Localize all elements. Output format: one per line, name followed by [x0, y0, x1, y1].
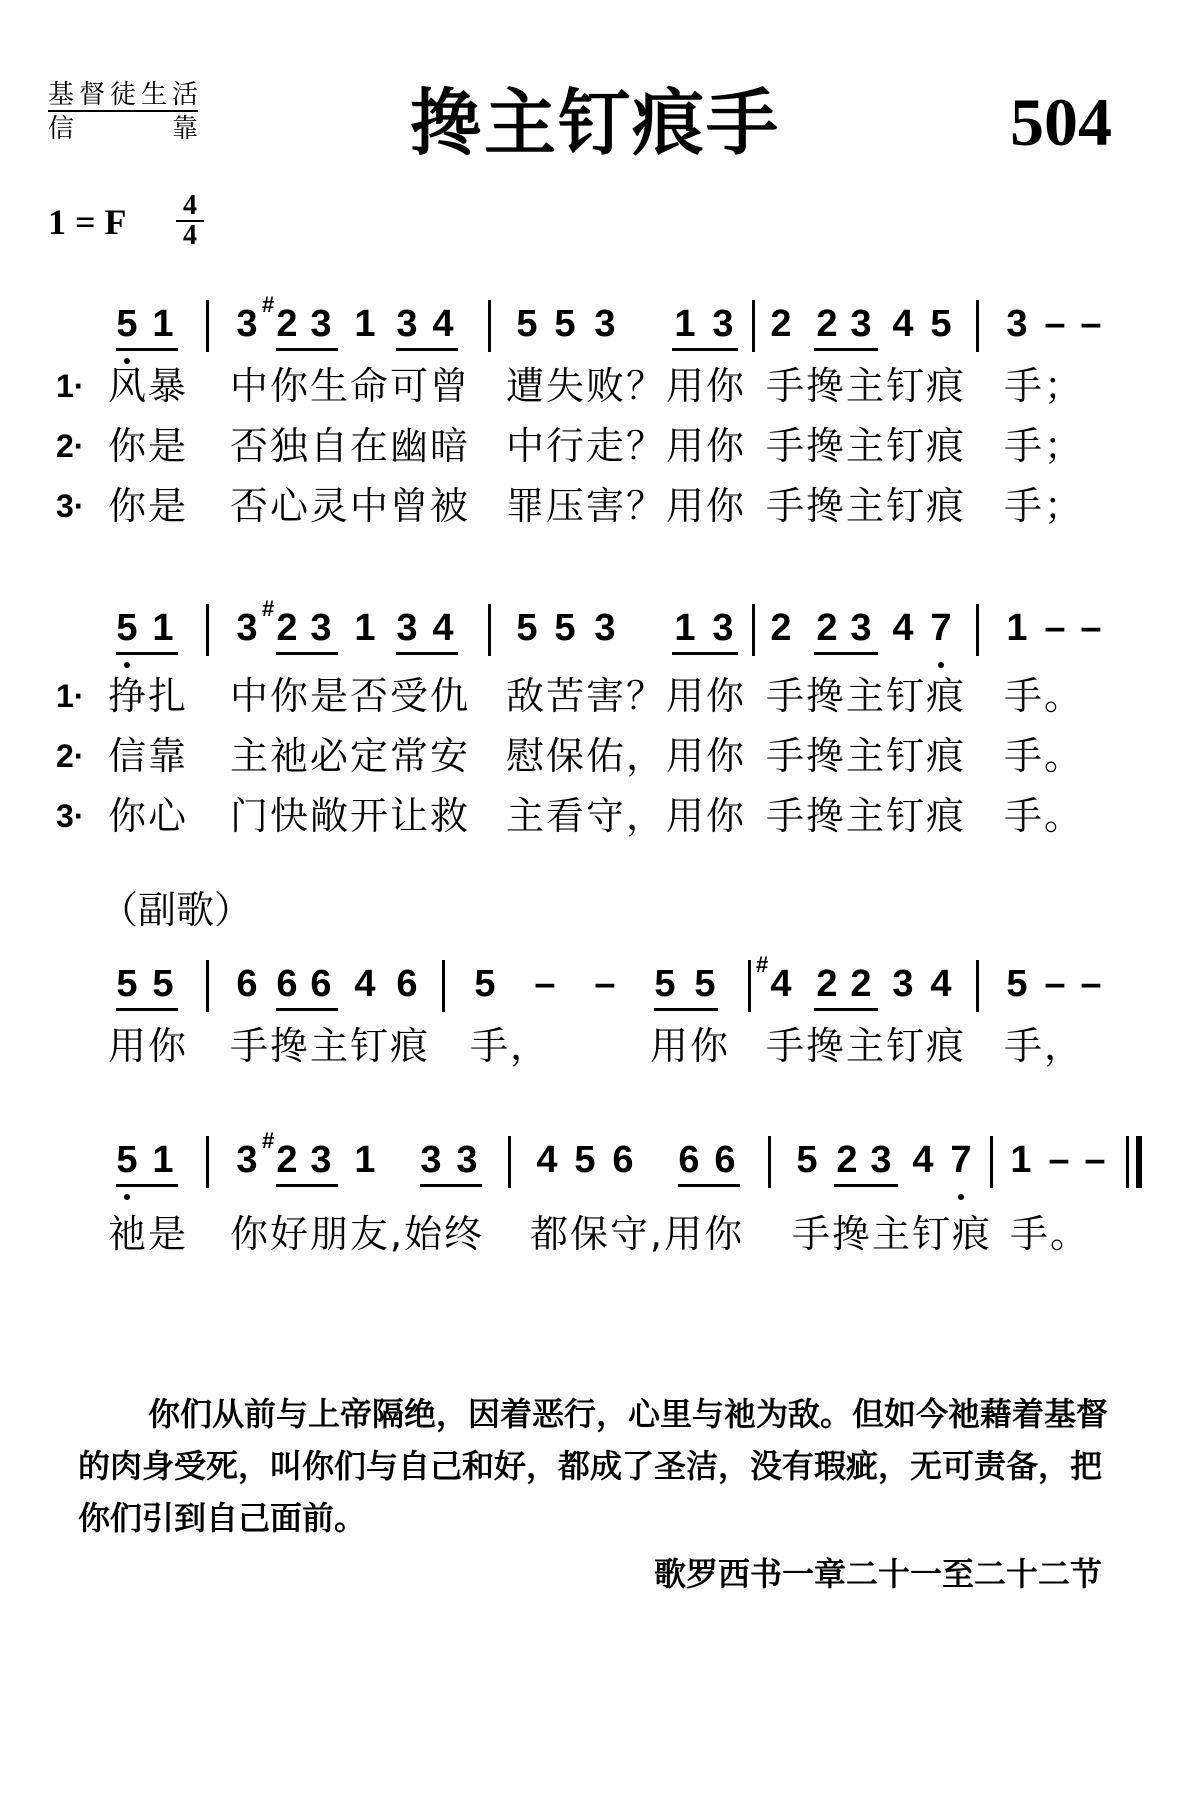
bar-line: [206, 604, 209, 656]
eighth-underline: [396, 348, 458, 351]
note: 5: [574, 1139, 596, 1181]
lyric-segment: 中你是否受仇: [230, 674, 471, 718]
verse-number: 1·: [56, 678, 85, 714]
note: 4: [930, 963, 952, 1005]
note: 4: [536, 1139, 558, 1181]
note: 5: [654, 963, 676, 1005]
note: 2: [850, 963, 872, 1005]
bar-line: [488, 604, 491, 656]
eighth-underline: [420, 1184, 482, 1187]
time-signature-bottom: 4: [183, 220, 197, 251]
note: 3: [310, 303, 332, 345]
note: 7: [950, 1139, 972, 1181]
lyric-segment: 遭失败？用你: [506, 364, 747, 408]
eighth-underline: [672, 348, 738, 351]
note: 3: [396, 607, 418, 649]
time-signature-top: 4: [176, 192, 204, 222]
note: 2: [770, 303, 792, 345]
note: 3: [310, 607, 332, 649]
lyric-segment: 用你: [650, 1024, 731, 1068]
lyric-segment: 罪压害？用你: [506, 484, 747, 528]
lyric-segment: 手搀主钉痕: [792, 1212, 993, 1256]
verse-number: 3·: [56, 488, 85, 524]
note: 3: [396, 303, 418, 345]
lyric-segment: 祂是: [108, 1212, 189, 1256]
lyric-chorus-2: [0, 1210, 1200, 1258]
hymn-subcategory: 信靠: [48, 114, 198, 144]
eighth-underline: [116, 348, 178, 351]
lyric-segment: 手。: [1010, 1212, 1091, 1256]
eighth-underline: [654, 1008, 718, 1011]
note: 5: [116, 963, 138, 1005]
eighth-underline: [672, 652, 738, 655]
sharp-sign: #: [262, 596, 275, 621]
eighth-underline: [276, 1008, 338, 1011]
hymn-category: 基督徒生活: [48, 80, 198, 110]
scripture-text: 你们从前与上帝隔绝，因着恶行，心里与祂为敌。但如今祂藉着基督的肉身受死，叫你们与自己和好，都成了圣洁，没有瑕疵，无可责备，把你们引到自己面前。: [78, 1395, 1109, 1537]
lyric-segment: 手搀主钉痕: [230, 1024, 431, 1068]
hymn-title: 搀主钉痕手: [410, 80, 781, 165]
hold-dash: –: [1080, 607, 1102, 649]
note: 3: [850, 607, 872, 649]
lyric-segment: 手搀主钉痕: [766, 1024, 967, 1068]
note: 5: [1006, 963, 1028, 1005]
note: 4: [432, 607, 454, 649]
note: 5: [116, 607, 138, 649]
note: 4: [432, 303, 454, 345]
note: 3: [712, 303, 734, 345]
hold-dash: –: [1044, 963, 1066, 1005]
lyric-segment: 手；: [1004, 364, 1085, 408]
low-octave-dot: [958, 1194, 964, 1200]
hold-dash: –: [534, 963, 556, 1005]
lyric-line-2-2: [0, 732, 1200, 780]
note: 5: [554, 607, 576, 649]
bar-line: [206, 300, 209, 352]
lyric-segment: 手搀主钉痕: [766, 364, 967, 408]
verse-number: 3·: [56, 798, 85, 834]
eighth-underline: [678, 1184, 740, 1187]
lyric-segment: 手，: [470, 1024, 551, 1068]
lyric-segment: 用你: [108, 1024, 189, 1068]
note: 2: [770, 607, 792, 649]
note: 7: [930, 607, 952, 649]
notation-line-2: [0, 596, 1200, 666]
bar-line: [768, 1136, 771, 1188]
note: 3: [1006, 303, 1028, 345]
bar-line: [976, 300, 979, 352]
lyric-segment: 中行走？用你: [506, 424, 747, 468]
bar-line: [206, 960, 209, 1012]
note: 5: [554, 303, 576, 345]
hold-dash: –: [1080, 963, 1102, 1005]
eighth-underline: [116, 1184, 178, 1187]
note: 4: [892, 607, 914, 649]
note: 1: [354, 303, 376, 345]
lyric-line-1-3: [0, 482, 1200, 530]
sharp-sign: #: [262, 1128, 275, 1153]
note: 4: [770, 963, 792, 1005]
lyric-segment: 手搀主钉痕: [766, 734, 967, 778]
note: 3: [456, 1139, 478, 1181]
note: 5: [694, 963, 716, 1005]
note: 3: [420, 1139, 442, 1181]
eighth-underline: [276, 348, 338, 351]
note: 5: [796, 1139, 818, 1181]
lyric-segment: 信靠: [108, 734, 189, 778]
lyric-segment: 你心: [108, 794, 189, 838]
scripture-reference: 歌罗西书一章二十一至二十二节: [653, 1555, 1102, 1593]
bar-line: [990, 1136, 993, 1188]
notation-line-1: [0, 292, 1200, 362]
lyric-segment: 慰保佑，用你: [506, 734, 747, 778]
eighth-underline: [276, 1184, 338, 1187]
note: 5: [474, 963, 496, 1005]
hold-dash: –: [1044, 303, 1066, 345]
eighth-underline: [116, 652, 178, 655]
note: 6: [612, 1139, 634, 1181]
note: 5: [930, 303, 952, 345]
lyric-segment: 你好朋友,始终: [230, 1212, 485, 1256]
eighth-underline: [814, 348, 878, 351]
hymn-number: 504: [1010, 84, 1112, 160]
bar-line: [442, 960, 445, 1012]
note: 5: [516, 303, 538, 345]
low-octave-dot: [124, 662, 130, 668]
final-bar-thin: [1126, 1136, 1129, 1188]
note: 2: [836, 1139, 858, 1181]
lyric-segment: 风暴: [108, 364, 189, 408]
note: 2: [276, 303, 298, 345]
eighth-underline: [276, 652, 338, 655]
eighth-underline: [814, 652, 878, 655]
low-octave-dot: [124, 1194, 130, 1200]
lyric-line-1-2: [0, 422, 1200, 470]
lyric-segment: 手搀主钉痕: [766, 674, 967, 718]
bar-line: [752, 300, 755, 352]
lyric-segment: 都保守,用你: [530, 1212, 745, 1256]
note: 6: [678, 1139, 700, 1181]
note: 3: [236, 607, 258, 649]
notation-chorus-1: [0, 952, 1200, 1022]
key-signature: 1 = F: [48, 202, 127, 242]
note: 6: [236, 963, 258, 1005]
bar-line: [976, 604, 979, 656]
lyric-segment: 手搀主钉痕: [766, 424, 967, 468]
bar-line: [976, 960, 979, 1012]
lyric-segment: 手，: [1004, 1024, 1085, 1068]
eighth-underline: [116, 1008, 178, 1011]
hold-dash: –: [1080, 303, 1102, 345]
lyric-segment: 你是: [108, 424, 189, 468]
hold-dash: –: [594, 963, 616, 1005]
eighth-underline: [396, 652, 458, 655]
note: 1: [674, 303, 696, 345]
bar-line: [752, 604, 755, 656]
lyric-segment: 手。: [1004, 794, 1085, 838]
sharp-sign: #: [756, 952, 769, 977]
note: 3: [594, 607, 616, 649]
lyric-segment: 主祂必定常安: [230, 734, 471, 778]
sharp-sign: #: [262, 292, 275, 317]
note: 2: [276, 607, 298, 649]
lyric-line-2-1: [0, 672, 1200, 720]
note: 2: [276, 1139, 298, 1181]
lyric-segment: 中你生命可曾: [230, 364, 471, 408]
note: 2: [816, 303, 838, 345]
note: 3: [870, 1139, 892, 1181]
note: 6: [714, 1139, 736, 1181]
note: 6: [396, 963, 418, 1005]
eighth-underline: [834, 1184, 898, 1187]
lyric-segment: 否心灵中曾被: [230, 484, 471, 528]
bar-line: [488, 300, 491, 352]
note: 3: [236, 1139, 258, 1181]
note: 1: [1006, 607, 1028, 649]
note: 4: [912, 1139, 934, 1181]
bar-line: [206, 1136, 209, 1188]
low-octave-dot: [938, 662, 944, 668]
lyric-segment: 手；: [1004, 424, 1085, 468]
lyric-line-2-3: [0, 792, 1200, 840]
note: 4: [892, 303, 914, 345]
hold-dash: –: [1084, 1139, 1106, 1181]
lyric-segment: 敌苦害？用你: [506, 674, 747, 718]
note: 1: [152, 303, 174, 345]
note: 5: [116, 303, 138, 345]
bar-line: [748, 960, 751, 1012]
note: 3: [892, 963, 914, 1005]
note: 5: [116, 1139, 138, 1181]
note: 1: [354, 1139, 376, 1181]
lyric-line-1-1: [0, 362, 1200, 410]
lyric-segment: 门快敞开让救: [230, 794, 471, 838]
note: 2: [816, 607, 838, 649]
chorus-label: （副歌）: [100, 888, 253, 932]
lyric-segment: 挣扎: [108, 674, 189, 718]
lyric-segment: 你是: [108, 484, 189, 528]
note: 1: [674, 607, 696, 649]
lyric-segment: 否独自在幽暗: [230, 424, 471, 468]
note: 1: [152, 607, 174, 649]
lyric-segment: 手搀主钉痕: [766, 794, 967, 838]
note: 3: [594, 303, 616, 345]
hold-dash: –: [1044, 607, 1066, 649]
verse-number: 2·: [56, 738, 85, 774]
lyric-segment: 手。: [1004, 674, 1085, 718]
note: 6: [276, 963, 298, 1005]
note: 3: [850, 303, 872, 345]
note: 1: [354, 607, 376, 649]
note: 3: [236, 303, 258, 345]
note: 6: [310, 963, 332, 1005]
note: 3: [712, 607, 734, 649]
final-bar-thick: [1136, 1136, 1142, 1188]
notation-chorus-2: [0, 1128, 1200, 1198]
note: 1: [152, 1139, 174, 1181]
eighth-underline: [814, 1008, 878, 1011]
hold-dash: –: [1048, 1139, 1070, 1181]
bar-line: [508, 1136, 511, 1188]
lyric-chorus-1: [0, 1022, 1200, 1070]
time-signature: [176, 192, 204, 250]
note: 3: [310, 1139, 332, 1181]
lyric-segment: 主看守，用你: [506, 794, 747, 838]
note: 1: [1010, 1139, 1032, 1181]
lyric-segment: 手搀主钉痕: [766, 484, 967, 528]
verse-number: 2·: [56, 428, 85, 464]
note: 2: [816, 963, 838, 1005]
lyric-segment: 手；: [1004, 484, 1085, 528]
note: 4: [354, 963, 376, 1005]
lyric-segment: 手。: [1004, 734, 1085, 778]
note: 5: [152, 963, 174, 1005]
verse-number: 1·: [56, 368, 85, 404]
note: 5: [516, 607, 538, 649]
